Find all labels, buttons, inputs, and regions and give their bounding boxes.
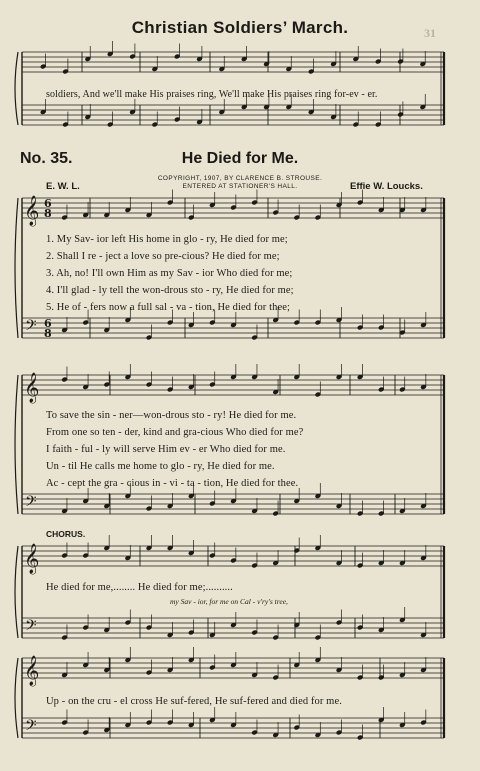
system-4-treble-clef: 𝄞: [24, 656, 40, 686]
chorus-label: CHORUS.: [46, 529, 86, 539]
system-4-brace: [15, 658, 18, 738]
system-2-treble-clef: 𝄞: [24, 373, 40, 403]
verse-3-line-2: I faith - ful - ly will serve Him ev - er Who died for me.: [46, 444, 286, 455]
verse-2-line-2: From one so ten - der, kind and gra-cious Who died for me?: [46, 427, 304, 438]
chorus-line-1-alto: my Sav - ior, for me on Cal - v'ry's tree,: [170, 597, 288, 606]
copyright-line-2: ENTERED AT STATIONER'S HALL.: [182, 183, 298, 190]
verse-4-line-2: Un - til He calls me home to glo - ry, He died for me.: [46, 461, 275, 472]
system-2-bass-clef: 𝄢: [25, 493, 37, 514]
words-attribution: E. W. L.: [46, 181, 80, 192]
time-signature-bass-top: 6: [44, 317, 52, 330]
system-1-brace: [15, 198, 18, 338]
hymn-title: He Died for Me.: [181, 150, 299, 167]
time-signature-bottom: 8: [44, 207, 52, 220]
system-3-brace: [15, 546, 18, 638]
system-3-treble-clef: 𝄞: [24, 544, 40, 574]
verse-1-line-2: To save the sin - ner—won-drous sto - ry! He died for me.: [46, 410, 297, 421]
prev-song-brace: [15, 52, 18, 125]
verse-5-line-2: Ac - cept the gra - cious in - vi - ta - tion, He died for thee.: [46, 478, 299, 489]
copyright-line-1: COPYRIGHT, 1907, BY CLARENCE B. STROUSE.: [157, 175, 323, 182]
faint-page-number: 31: [424, 26, 436, 40]
verse-3-line-1: 3. Ah, no! I'll own Him as my Sav - ior Who died for me;: [46, 268, 293, 279]
verse-4-line-1: 4. I'll glad - ly tell the won-drous sto - ry, He died for me;: [46, 285, 294, 296]
system-2-brace: [15, 375, 18, 514]
music-attribution: Effie W. Loucks.: [350, 181, 423, 192]
time-signature-bass-bottom: 8: [44, 327, 52, 340]
system-4-bass-clef: 𝄢: [25, 717, 37, 738]
verse-5-line-1: 5. He of - fers now a full sal - va - tion, He died for thee;: [46, 302, 291, 313]
time-signature-top: 6: [44, 197, 52, 210]
hymn-number: No. 35.: [20, 150, 73, 167]
system-3-bass-clef: 𝄢: [25, 617, 37, 638]
verse-2-line-1: 2. Shall I re - ject a love so pre-cious? He died for me;: [46, 251, 280, 262]
system-1-bass-clef: 𝄢: [25, 317, 37, 338]
verse-1-line-1: 1. My Sav- ior left His home in glo - ry, He died for me;: [46, 234, 288, 245]
previous-song-title: Christian Soldiers’ March.: [131, 18, 349, 37]
chorus-line-2: Up - on the cru - el cross He suf-fered, He suf-fered and died for me.: [46, 696, 342, 707]
previous-song-lyric: soldiers, And we'll make His praises ring, We'll make His praises ring for-ev - er.: [46, 89, 378, 100]
chorus-line-1: He died for me,........ He died for me;..........: [46, 582, 233, 593]
system-1-treble-clef: 𝄞: [24, 196, 40, 226]
